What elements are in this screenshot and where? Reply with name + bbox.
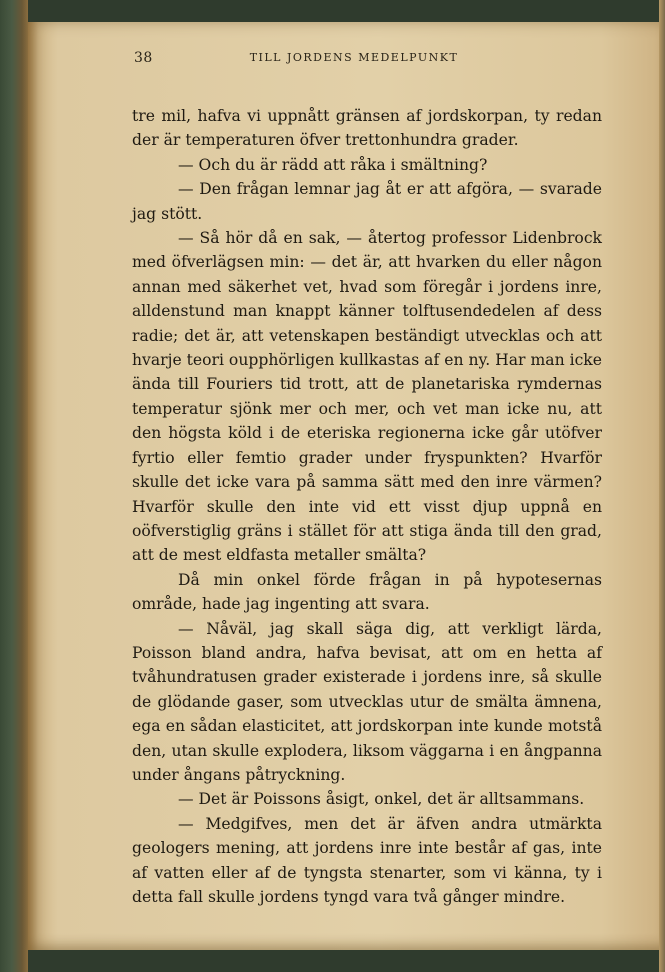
paragraph: tre mil, hafva vi uppnått gränsen af jordskorpan, ty redan der är temperaturen öfver trettonhundra grader. <box>132 107 602 150</box>
running-head: TILL JORDENS MEDELPUNKT <box>249 51 459 64</box>
paragraph: — Så hör då en sak, — återtog professor Lidenbrock med öfverlägsen min: — det är, att hvarken du eller någon annan med säkerhet vet, hvad som föregår i jordens inre, alldenstund man knappt känner tolftusendedelen af dess radie; det är, att vetenskapen beständigt utvecklas och att hvarje teori oupphörligen kullkastas af en ny. Har man icke ända till Fouriers tid trott, att de planetariska rymdernas temperatur sjönk mer och mer, och vet man icke nu, att den högsta köld i de eteriska regionerna icke går utöfver fyrtio eller femtio grader under fryspunkten? Hvarför skulle det icke vara på samma sätt med den inre värmen? Hvarför skulle den inte vid ett visst djup uppnå en oöfverstiglig gräns i stället för att stiga ända till den grad, att de mest eldfasta metaller smälta? <box>132 229 602 565</box>
page-number: 38 <box>134 50 153 66</box>
book-spine <box>0 0 28 972</box>
paragraph: — Det är Poissons åsigt, onkel, det är alltsammans. <box>178 790 585 809</box>
paragraph: — Den frågan lemnar jag åt er att afgöra, — svarade jag stött. <box>132 180 602 223</box>
paragraph: Då min onkel förde frågan in på hypotesernas område, hade jag ingenting att svara. <box>132 570 602 614</box>
paragraph: — Medgifves, men det är äfven andra utmärkta geologers mening, att jordens inre inte består af gas, inte af vatten eller af de tyngsta stenarter, som vi känna, ty i detta fall skulle jordens tyngd vara två gånger mindre. <box>132 814 602 906</box>
paragraph: — Nåväl, jag skall säga dig, att verkligt lärda, Poisson bland andra, hafva bevisat, att om en hetta af tvåhundratusen grader existerade i jordens inre, så skulle de glödande gaser, som utvecklas utur de smälta ämnena, ega en sådan elasticitet, att jordskorpan inte kunde motstå den, utan skulle explodera, liksom väggarna i en ångpanna under ångans påtryckning. <box>132 619 602 784</box>
page-edge <box>659 0 665 972</box>
paragraph: — Och du är rädd att råka i smältning? <box>178 155 488 174</box>
body-text <box>132 104 602 909</box>
